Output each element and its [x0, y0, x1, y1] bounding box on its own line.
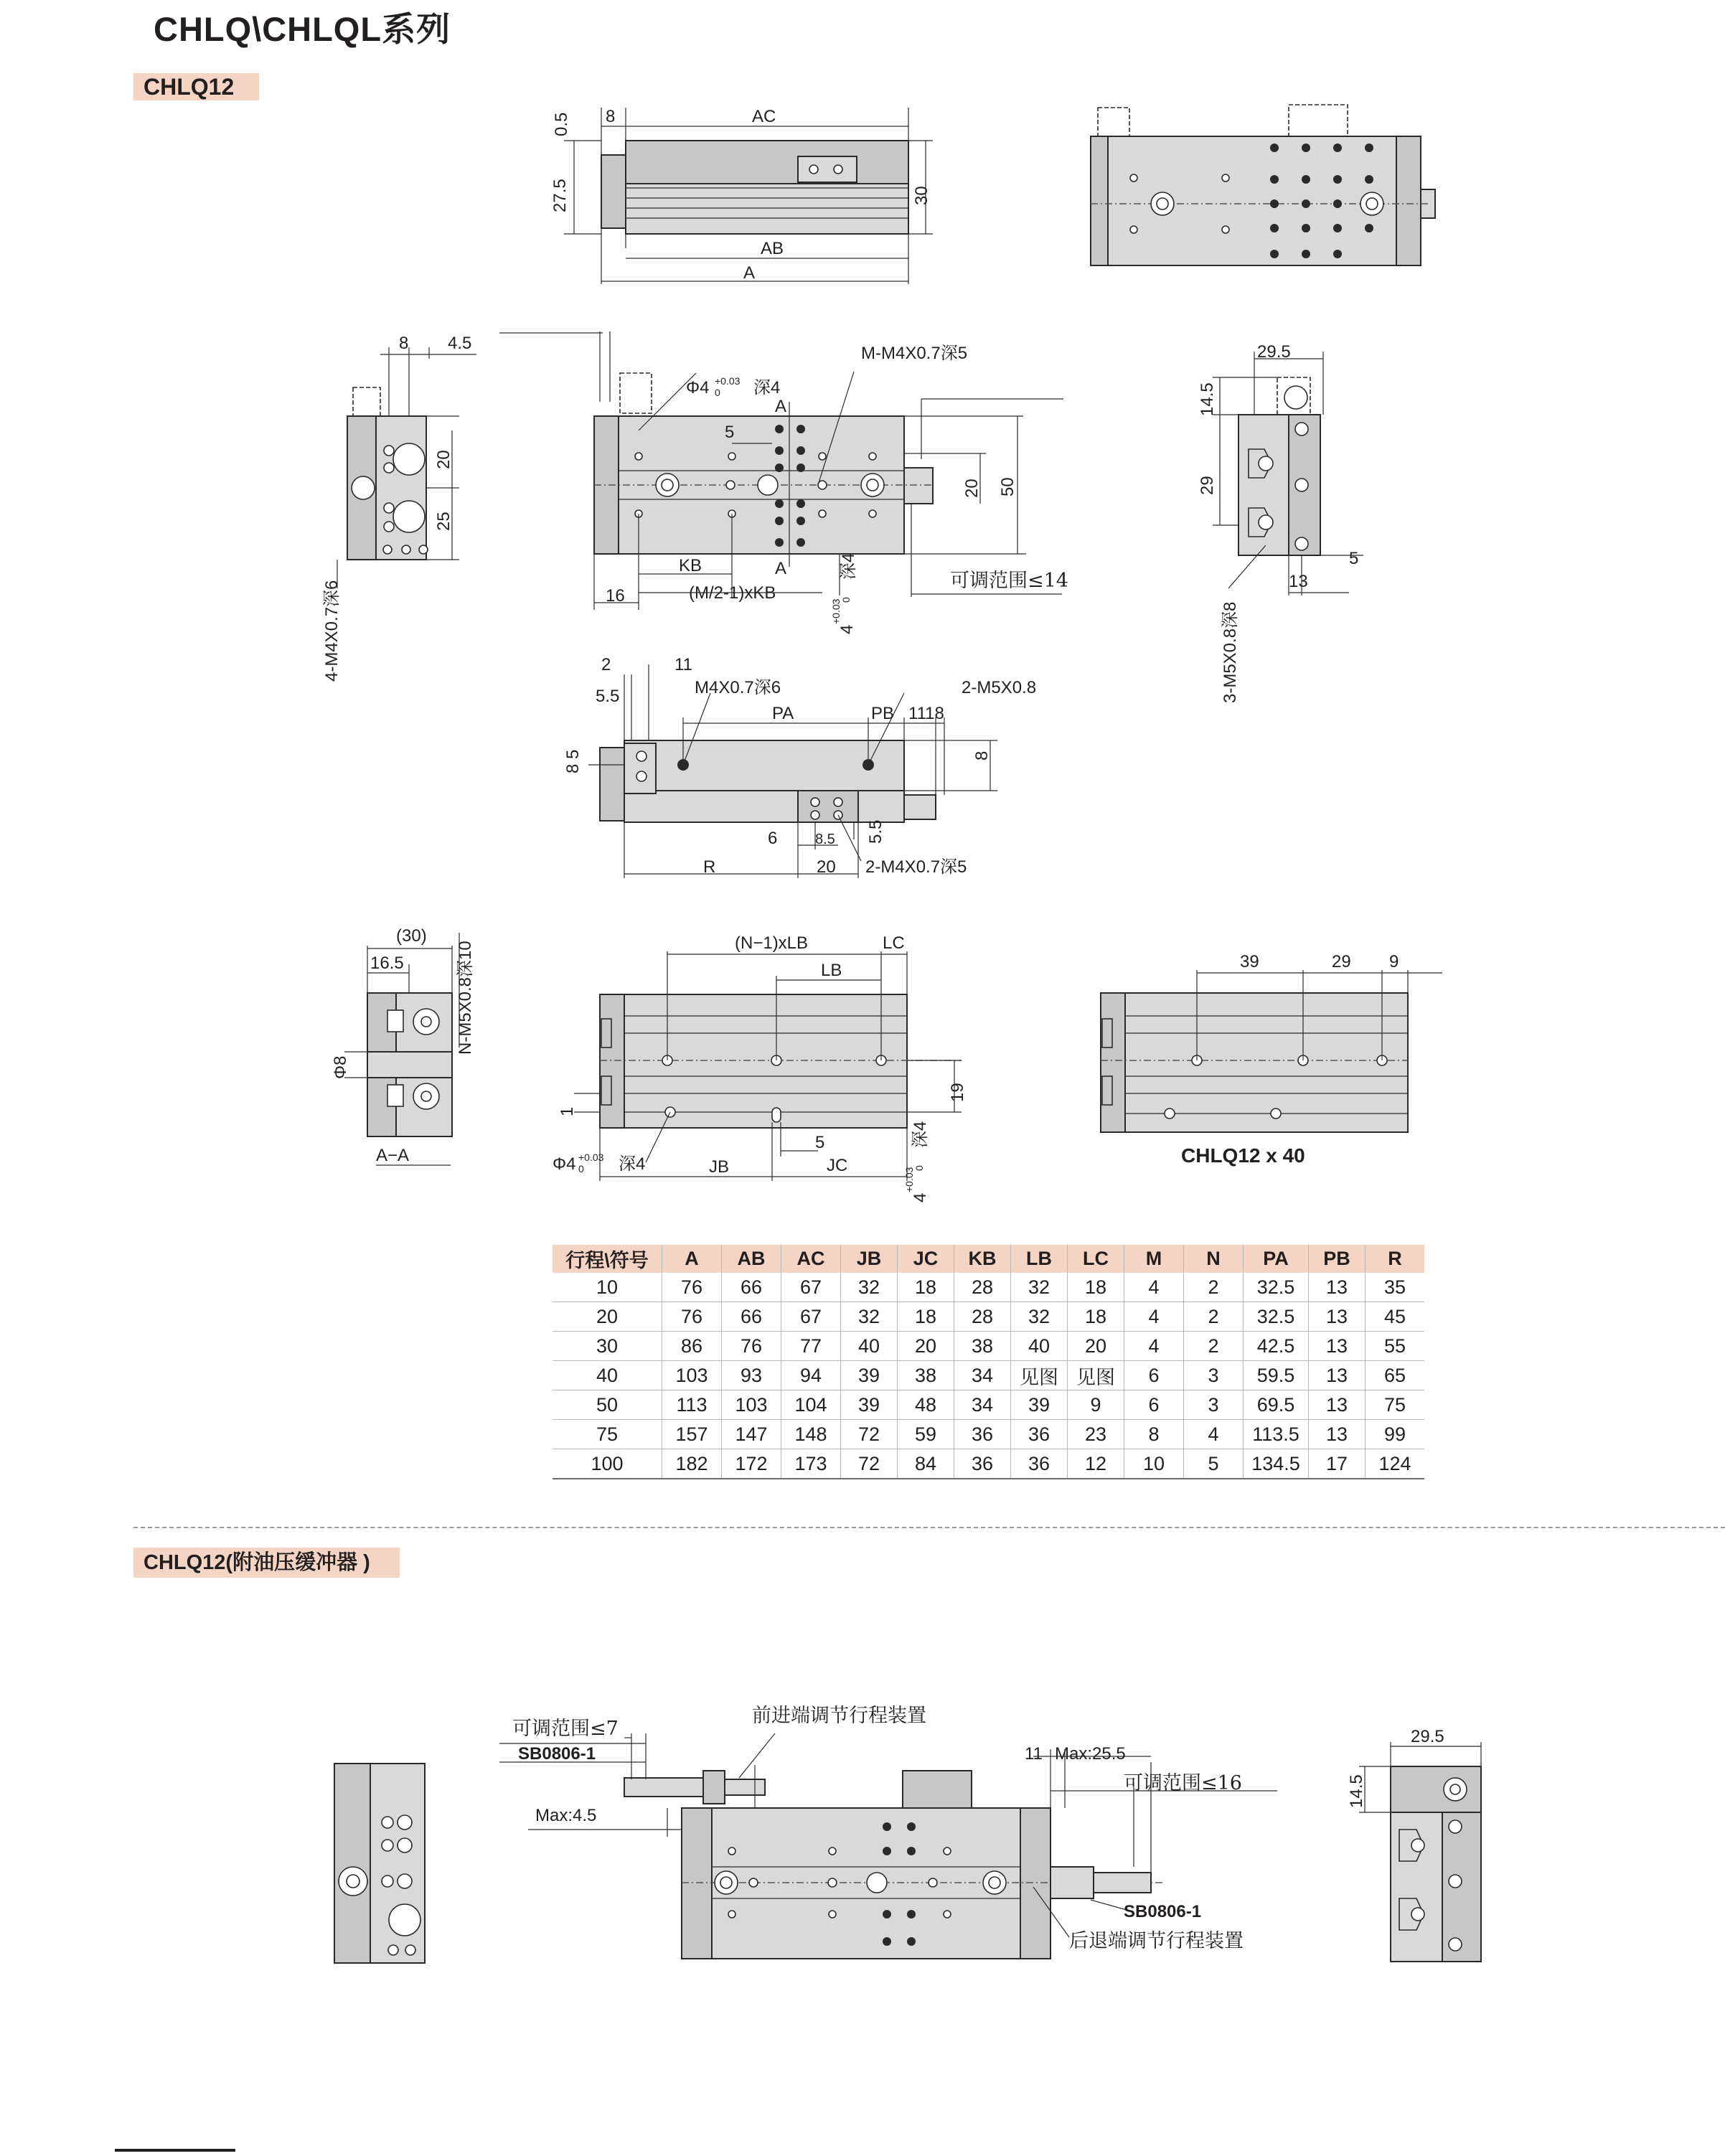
header-cell: 行程\符号 — [553, 1245, 662, 1273]
drawing-chlq12x40 — [1101, 952, 1442, 1167]
table-cell: 34 — [954, 1390, 1011, 1420]
header-cell: LB — [1011, 1245, 1068, 1273]
table-cell: 75 — [553, 1420, 662, 1449]
thread-2-m4: 2-M4X0.7深5 — [865, 857, 967, 877]
drawing-top-right-view — [1091, 105, 1435, 265]
dim-6: 6 — [768, 829, 778, 848]
drawing-buffer-right-view — [1347, 1727, 1481, 1962]
dim-85: 8 5 — [563, 749, 583, 773]
table-cell: 59.5 — [1244, 1361, 1309, 1390]
drawing-buffer-left-view — [334, 1764, 425, 1963]
table-cell: 4 — [1124, 1332, 1184, 1361]
table-cell: 4 — [1124, 1302, 1184, 1332]
header-cell: LC — [1068, 1245, 1124, 1273]
table-cell: 124 — [1366, 1449, 1425, 1479]
table-cell: 32 — [841, 1273, 898, 1302]
table-cell: 36 — [1011, 1420, 1068, 1449]
adjust-range-16: 可调范围≤16 — [1124, 1772, 1242, 1794]
table-cell: 3 — [1184, 1390, 1244, 1420]
table-cell: 13 — [1309, 1361, 1366, 1390]
table-cell: 76 — [722, 1332, 781, 1361]
table-cell: 113 — [662, 1390, 722, 1420]
table-cell: 35 — [1366, 1273, 1425, 1302]
section-tag-chlq12-buffer: CHLQ12(附油压缓冲器 ) — [133, 1548, 400, 1578]
table-row — [553, 1390, 1424, 1420]
caption-chlq12x40: CHLQ12 x 40 — [1181, 1144, 1305, 1167]
table-cell: 86 — [662, 1332, 722, 1361]
table-cell: 100 — [553, 1449, 662, 1479]
dim-a: A — [743, 263, 756, 283]
dim-2: 2 — [601, 655, 611, 674]
dim-145: 14.5 — [1347, 1774, 1366, 1808]
adjust-range-14: 可调范围≤14 — [950, 570, 1068, 592]
phi4-depth: 深4 — [753, 378, 781, 397]
slot-tol: +0.03 — [830, 598, 842, 624]
thread-3-m5: 3-M5X0.8深8 — [1221, 601, 1240, 703]
dim-pa: PA — [772, 704, 794, 723]
table-cell: 34 — [954, 1361, 1011, 1390]
table-cell: 38 — [898, 1361, 954, 1390]
table-row — [553, 1302, 1424, 1332]
table-cell: 28 — [954, 1273, 1011, 1302]
table-cell: 45 — [1366, 1302, 1425, 1332]
footer-bar — [115, 2149, 235, 2152]
header-cell: JC — [898, 1245, 954, 1273]
dim-jc: JC — [827, 1156, 848, 1175]
header-cell: N — [1184, 1245, 1244, 1273]
section-divider — [133, 1527, 1725, 1528]
table-cell: 72 — [841, 1449, 898, 1479]
dim-5: 5 — [725, 423, 735, 442]
header-cell: KB — [954, 1245, 1011, 1273]
sb0806-rear: SB0806-1 — [1124, 1902, 1202, 1921]
thread-4-m4: 4-M4X0.7深6 — [322, 580, 342, 682]
table-cell: 113.5 — [1244, 1420, 1309, 1449]
table-cell: 13 — [1309, 1420, 1366, 1449]
dim-29: 29 — [1332, 952, 1351, 971]
table-cell: 28 — [954, 1302, 1011, 1332]
drawing-bottom-view — [563, 655, 1036, 878]
dim-05: 0.5 — [552, 112, 571, 136]
table-cell: 13 — [1309, 1332, 1366, 1361]
table-cell: 59 — [898, 1420, 954, 1449]
dim-16: 16 — [606, 586, 625, 606]
dim-ab: AB — [761, 239, 784, 258]
dim-max255: Max:25.5 — [1055, 1744, 1126, 1764]
drawing-right-side-view — [1198, 342, 1363, 703]
table-cell: 94 — [781, 1361, 841, 1390]
thread-m4-6: M4X0.7深6 — [695, 678, 781, 697]
table-cell: 18 — [1068, 1273, 1124, 1302]
table-cell: 23 — [1068, 1420, 1124, 1449]
table-cell: 39 — [841, 1361, 898, 1390]
dim-45: 4.5 — [448, 334, 472, 353]
table-cell: 172 — [722, 1449, 781, 1479]
dim-lb: LB — [821, 961, 842, 980]
header-cell: AC — [781, 1245, 841, 1273]
table-cell: 36 — [1011, 1449, 1068, 1479]
dim-kb: KB — [679, 556, 702, 575]
table-cell: 18 — [1068, 1302, 1124, 1332]
table-cell: 50 — [553, 1390, 662, 1420]
slot-width: 4 — [837, 624, 857, 634]
drawing-left-side-view — [322, 334, 476, 682]
dim-8-5: 8.5 — [815, 832, 835, 847]
table-cell: 99 — [1366, 1420, 1425, 1449]
table-cell: 9 — [1068, 1390, 1124, 1420]
table-cell: 4 — [1184, 1420, 1244, 1449]
table-cell: 2 — [1184, 1332, 1244, 1361]
drawing-top-front-view — [550, 107, 933, 284]
drawing-section-aa — [331, 926, 475, 1165]
thread-n-m5: N-M5X0.8深10 — [456, 941, 475, 1055]
header-cell: A — [662, 1245, 722, 1273]
dim-275: 27.5 — [550, 179, 570, 212]
table-cell: 36 — [954, 1449, 1011, 1479]
table-cell: 76 — [662, 1273, 722, 1302]
table-cell: 39 — [841, 1390, 898, 1420]
header-cell: PB — [1309, 1245, 1366, 1273]
dim-11: 11 — [1025, 1744, 1043, 1764]
drawing-buffer-main-view — [499, 1705, 1277, 1959]
table-cell: 48 — [898, 1390, 954, 1420]
dim-165: 16.5 — [370, 954, 404, 973]
table-cell: 76 — [662, 1302, 722, 1332]
dim-lc: LC — [883, 933, 905, 953]
dim-8: 8 — [606, 107, 616, 126]
table-cell: 148 — [781, 1420, 841, 1449]
table-cell: 6 — [1124, 1361, 1184, 1390]
table-cell: 17 — [1309, 1449, 1366, 1479]
dim-39: 39 — [1240, 952, 1259, 971]
front-stroke-device: 前进端调节行程装置 — [752, 1705, 926, 1727]
dim-13: 13 — [1289, 572, 1308, 591]
phi4-tol: +0.03 — [715, 375, 741, 387]
table-cell: 20 — [553, 1302, 662, 1332]
rail-slot-tol: +0.03 — [903, 1167, 915, 1192]
table-cell: 5 — [1184, 1449, 1244, 1479]
table-cell: 157 — [662, 1420, 722, 1449]
section-a-top: A — [775, 397, 787, 416]
table-cell: 4 — [1124, 1273, 1184, 1302]
table-cell: 18 — [898, 1302, 954, 1332]
section-tag-chlq12: CHLQ12 — [133, 73, 259, 100]
dim-55: 5.5 — [596, 687, 620, 706]
table-cell: 10 — [1124, 1449, 1184, 1479]
table-cell: 104 — [781, 1390, 841, 1420]
table-cell: 103 — [662, 1361, 722, 1390]
dim-29: 29 — [1198, 476, 1217, 495]
dim-11: 11 — [675, 655, 692, 674]
table-cell: 见图 — [1068, 1361, 1124, 1390]
dim-jb: JB — [709, 1157, 730, 1177]
table-cell: 6 — [1124, 1390, 1184, 1420]
table-cell: 134.5 — [1244, 1449, 1309, 1479]
dim-20: 20 — [962, 479, 982, 498]
dim-50: 50 — [998, 477, 1017, 496]
dim-30: (30) — [396, 926, 427, 946]
table-cell: 32.5 — [1244, 1273, 1309, 1302]
dim-ac: AC — [752, 107, 776, 126]
dim-9: 9 — [1389, 952, 1399, 971]
table-cell: 173 — [781, 1449, 841, 1479]
dim-8: 8 — [399, 334, 409, 353]
table-row — [553, 1449, 1424, 1479]
dim-5: 5 — [1349, 549, 1359, 568]
table-cell: 32.5 — [1244, 1302, 1309, 1332]
rail-phi4-tol: +0.03 — [578, 1152, 604, 1163]
table-row — [553, 1273, 1424, 1302]
dim-1: 1 — [558, 1106, 577, 1116]
header-cell: AB — [722, 1245, 781, 1273]
table-cell: 103 — [722, 1390, 781, 1420]
table-cell: 55 — [1366, 1332, 1425, 1361]
header-cell: JB — [841, 1245, 898, 1273]
drawing-rail-view — [553, 933, 967, 1202]
table-header-row — [553, 1245, 1424, 1273]
dim-30: 30 — [912, 186, 931, 205]
table-cell: 3 — [1184, 1361, 1244, 1390]
dim-m-kb: (M/2-1)xKB — [689, 583, 776, 603]
page-title: CHLQ\CHLQL系列 — [154, 10, 451, 48]
dim-1118: 1118 — [908, 704, 944, 723]
table-cell: 39 — [1011, 1390, 1068, 1420]
table-cell: 10 — [553, 1273, 662, 1302]
dim-r: R — [703, 857, 716, 877]
slot-depth: 深4 — [839, 552, 858, 580]
slot-tol2: 0 — [840, 597, 852, 603]
rail-slot: 4 — [911, 1192, 930, 1202]
dim-pb: PB — [871, 704, 895, 723]
sb0806-front: SB0806-1 — [518, 1744, 596, 1764]
rail-phi4: Φ4 — [553, 1154, 576, 1174]
table-cell: 20 — [898, 1332, 954, 1361]
table-cell: 20 — [1068, 1332, 1124, 1361]
table-cell: 65 — [1366, 1361, 1425, 1390]
table-cell: 30 — [553, 1332, 662, 1361]
table-cell: 40 — [553, 1361, 662, 1390]
rail-slot-depth: 深4 — [911, 1121, 930, 1148]
dim-8: 8 — [972, 750, 992, 761]
header-cell: M — [1124, 1245, 1184, 1273]
table-cell: 42.5 — [1244, 1332, 1309, 1361]
rail-phi4-depth: 深4 — [619, 1154, 646, 1174]
table-cell: 13 — [1309, 1273, 1366, 1302]
rear-stroke-device: 后退端调节行程装置 — [1069, 1930, 1244, 1952]
spec-table — [553, 1245, 1424, 1479]
rail-slot-tol2: 0 — [913, 1165, 925, 1171]
table-cell: 69.5 — [1244, 1390, 1309, 1420]
table-cell: 36 — [954, 1420, 1011, 1449]
dim-19: 19 — [948, 1083, 967, 1102]
adjust-range-7: 可调范围≤7 — [512, 1718, 619, 1740]
dim-20: 20 — [434, 450, 453, 469]
table-cell: 38 — [954, 1332, 1011, 1361]
table-cell: 13 — [1309, 1302, 1366, 1332]
dim-295: 29.5 — [1411, 1727, 1444, 1746]
dim-n-lb: (N−1)xLB — [735, 933, 809, 953]
dim-5-5: 5.5 — [866, 819, 885, 844]
table-cell: 13 — [1309, 1390, 1366, 1420]
table-cell: 67 — [781, 1302, 841, 1332]
dim-25: 25 — [434, 512, 453, 531]
table-cell: 75 — [1366, 1390, 1425, 1420]
phi4-label: Φ4 — [686, 378, 710, 397]
table-cell: 32 — [1011, 1273, 1068, 1302]
m-thread: M-M4X0.7深5 — [861, 344, 968, 363]
dim-145: 14.5 — [1198, 382, 1217, 416]
table-cell: 147 — [722, 1420, 781, 1449]
table-cell: 8 — [1124, 1420, 1184, 1449]
table-cell: 67 — [781, 1273, 841, 1302]
table-cell: 84 — [898, 1449, 954, 1479]
table-cell: 18 — [898, 1273, 954, 1302]
phi4-tol2: 0 — [715, 387, 720, 398]
table-cell: 66 — [722, 1302, 781, 1332]
table-cell: 32 — [1011, 1302, 1068, 1332]
table-cell: 12 — [1068, 1449, 1124, 1479]
table-cell: 72 — [841, 1420, 898, 1449]
table-cell: 见图 — [1011, 1361, 1068, 1390]
table-cell: 2 — [1184, 1273, 1244, 1302]
table-cell: 2 — [1184, 1302, 1244, 1332]
dim-max45: Max:4.5 — [535, 1806, 597, 1825]
dim-phi8: Φ8 — [331, 1055, 350, 1079]
dim-5: 5 — [815, 1133, 825, 1152]
header-cell: PA — [1244, 1245, 1309, 1273]
header-cell: R — [1366, 1245, 1425, 1273]
table-cell: 182 — [662, 1449, 722, 1479]
table-cell: 40 — [1011, 1332, 1068, 1361]
table-row — [553, 1361, 1424, 1390]
table-cell: 40 — [841, 1332, 898, 1361]
table-cell: 93 — [722, 1361, 781, 1390]
section-aa-caption: A−A — [376, 1146, 410, 1165]
thread-2-m5: 2-M5X0.8 — [962, 678, 1037, 697]
drawing-main-plan-view — [499, 331, 1068, 634]
table-cell: 66 — [722, 1273, 781, 1302]
table-cell: 77 — [781, 1332, 841, 1361]
dim-295: 29.5 — [1257, 342, 1291, 362]
table-row — [553, 1420, 1424, 1449]
table-cell: 32 — [841, 1302, 898, 1332]
dim-20: 20 — [817, 857, 836, 877]
section-a-bottom: A — [775, 559, 787, 578]
table-row — [553, 1332, 1424, 1361]
rail-phi4-tol2: 0 — [578, 1163, 584, 1174]
